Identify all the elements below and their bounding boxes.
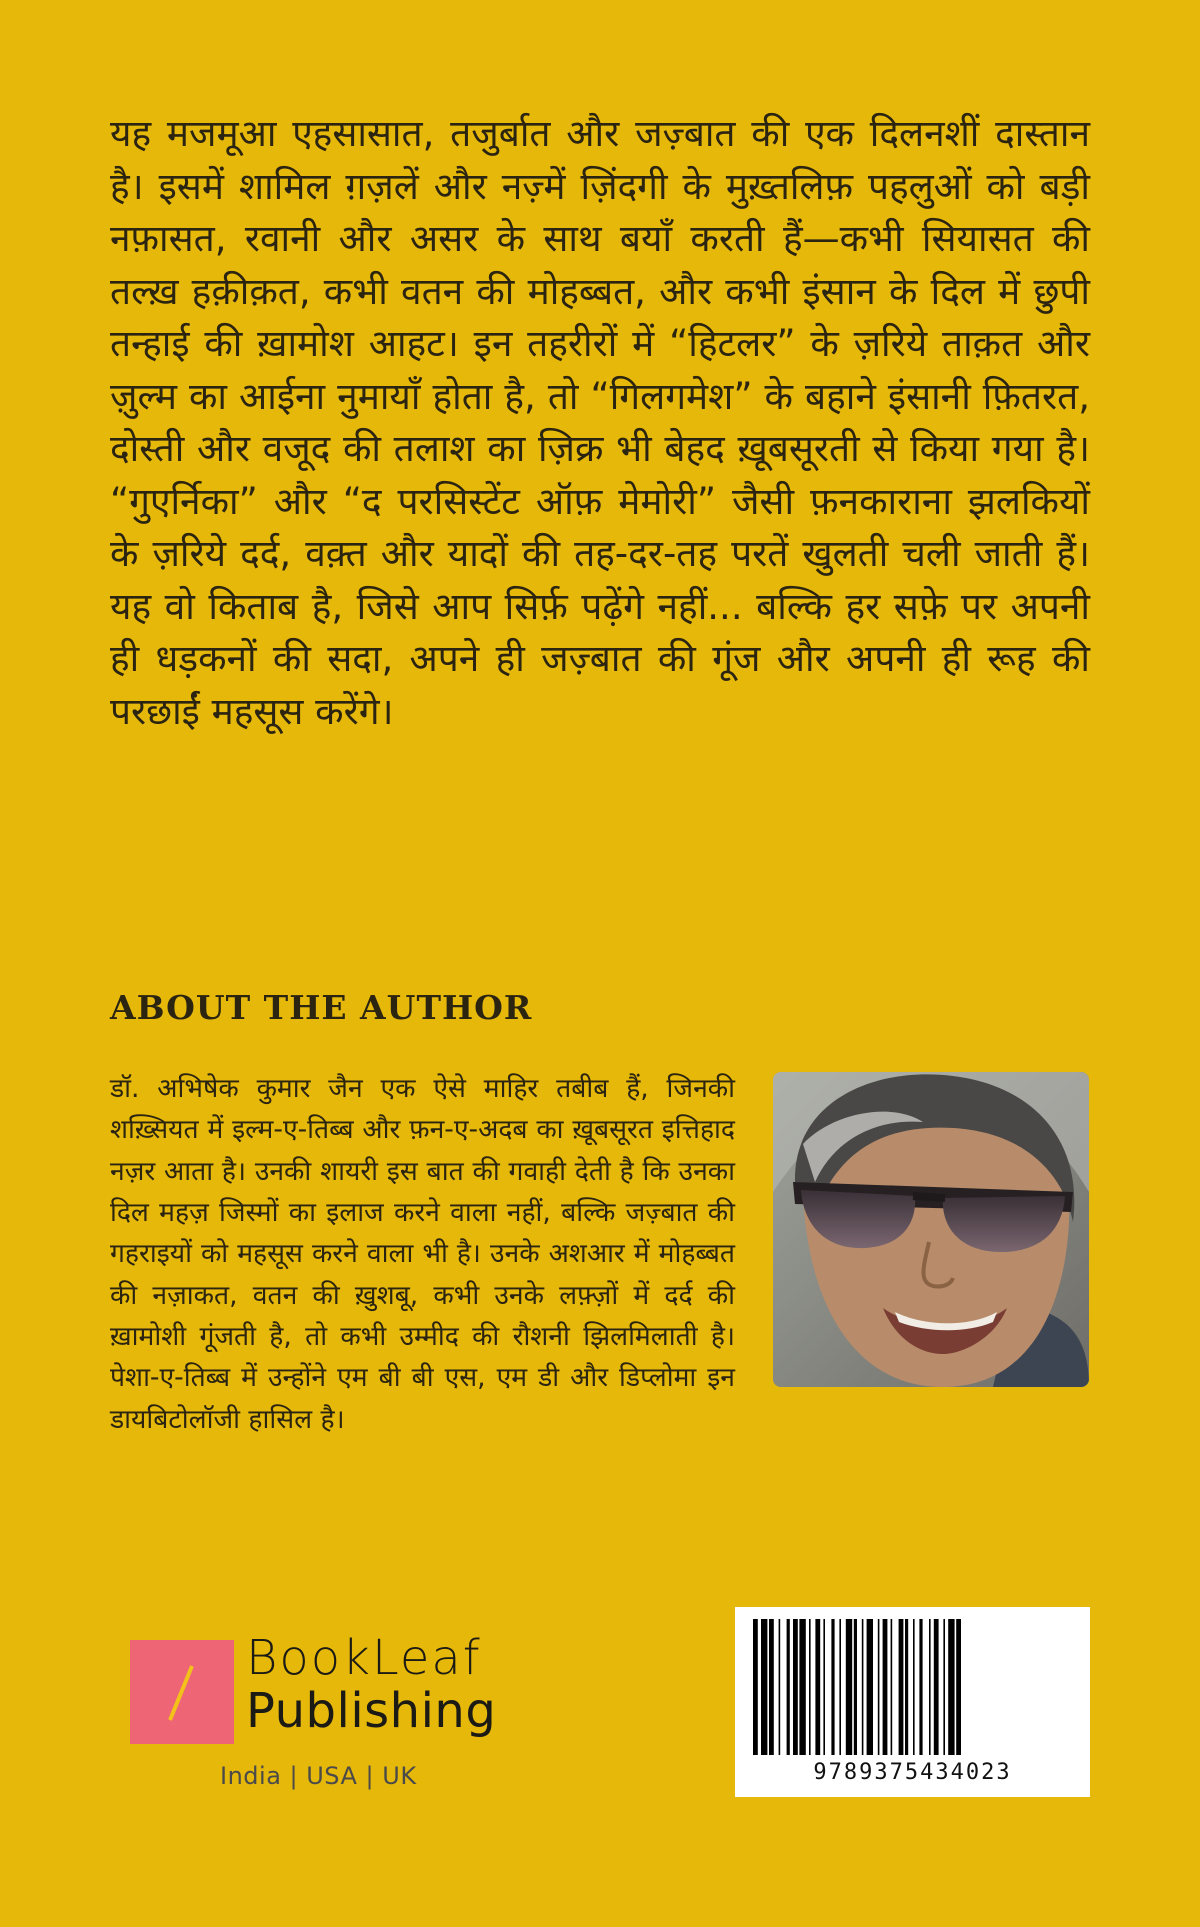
isbn-number: 9789375434023 <box>813 1760 1012 1785</box>
barcode-bar <box>878 1619 880 1755</box>
barcode-bar <box>948 1619 954 1755</box>
barcode-bar <box>761 1619 767 1755</box>
barcode-bar <box>905 1619 908 1755</box>
bookleaf-logo-icon <box>130 1640 234 1744</box>
barcode-bar <box>943 1619 945 1755</box>
barcode-bar <box>787 1619 790 1755</box>
barcode-bar <box>929 1619 931 1755</box>
barcode-bar <box>867 1619 873 1755</box>
publisher-name-line1: BookLeaf <box>246 1630 482 1686</box>
barcode-bar <box>899 1619 904 1755</box>
barcode-bar <box>769 1619 774 1755</box>
publisher-regions: India | USA | UK <box>220 1762 417 1790</box>
isbn-barcode <box>735 1607 1090 1797</box>
barcode-bar <box>815 1619 820 1755</box>
author-photo <box>773 1072 1089 1387</box>
barcode-bar <box>823 1619 825 1755</box>
barcode-bar <box>799 1619 805 1755</box>
barcode-bar <box>891 1619 893 1755</box>
barcode-bar <box>883 1619 888 1755</box>
barcode-bar <box>913 1619 915 1755</box>
publisher-name-line2: Publishing <box>246 1682 497 1739</box>
author-bio: डॉ. अभिषेक कुमार जैन एक ऐसे माहिर तबीब हैं, जिनकी शख़्सियत में इल्म-ए-तिब्ब और फ़न-ए-अदब का ख़ूबसूरत इत्तिहाद नज़र आता है। उनकी शायरी इस बात की गवाही देती है कि उनका दिल महज़ जिस्मों का इलाज करने वाला नहीं, बल्कि जज़्बात की गहराइयों को महसूस करने वाला भी है। उनके अशआर में मोहब्बत की नज़ाकत, वतन की ख़ुशबू, कभी उनके लफ़्ज़ों में दर्द की ख़ामोशी गूंजती है, तो कभी उम्मीद की रौशनी झिलमिलाती है। पेशा-ए-तिब्ब में उन्होंने एम बी बी एस, एम डी और डिप्लोमा इन डायबिटोलॉजी हासिल है। <box>110 1073 735 1435</box>
barcode-bar <box>839 1619 841 1755</box>
barcode-bar <box>831 1619 834 1755</box>
barcode-bar <box>934 1619 939 1755</box>
about-author-heading: ABOUT THE AUTHOR <box>110 988 533 1027</box>
barcode-bar <box>753 1619 758 1755</box>
barcode-bar <box>779 1619 781 1755</box>
barcode-bar <box>846 1619 852 1755</box>
barcode-bar <box>862 1619 864 1755</box>
barcode-bar <box>956 1619 961 1755</box>
barcode-bars-icon <box>753 1619 1072 1755</box>
publisher-logo <box>130 1632 530 1802</box>
back-cover-blurb: यह मजमूआ एहसासात, तजुर्बात और जज़्बात की एक दिलनशीं दास्तान है। इसमें शामिल ग़ज़लें और नज़्में ज़िंदगी के मुख़्तलिफ़ पहलुओं को बड़ी नफ़ासत, रवानी और असर के साथ बयाँ करती हैं—कभी सियासत की तल्ख़ हक़ीक़त, कभी वतन की मोहब्बत, और कभी इंसान के दिल में छुपी तन्हाई की ख़ामोश आहट। इन तहरीरों में “हिटलर” के ज़रिये ताक़त और ज़ुल्म का आईना नुमायाँ होता है, तो “गिलगमेश” के बहाने इंसानी फ़ितरत, दोस्ती और वजूद की तलाश का ज़िक्र भी बेहद ख़ूबसूरती से किया गया है। “गुएर्निका” और “द परसिस्टेंट ऑफ़ मेमोरी” जैसी फ़नकाराना झलकियों के ज़रिये दर्द, वक़्त और यादों की तह-दर-तह परतें खुलती चली जाती हैं। यह वो किताब है, जिसे आप सिर्फ़ पढ़ेंगे नहीं... बल्कि हर सफ़े पर अपनी ही धड़कनों की सदा, अपने ही जज़्बात की गूंज और अपनी ही रूह की परछाईं महसूस करेंगे। <box>110 112 1090 733</box>
barcode-bar <box>793 1619 798 1755</box>
barcode-bar <box>854 1619 857 1755</box>
publisher-name <box>246 1632 496 1738</box>
barcode-bar <box>809 1619 811 1755</box>
barcode-bar <box>919 1619 922 1755</box>
